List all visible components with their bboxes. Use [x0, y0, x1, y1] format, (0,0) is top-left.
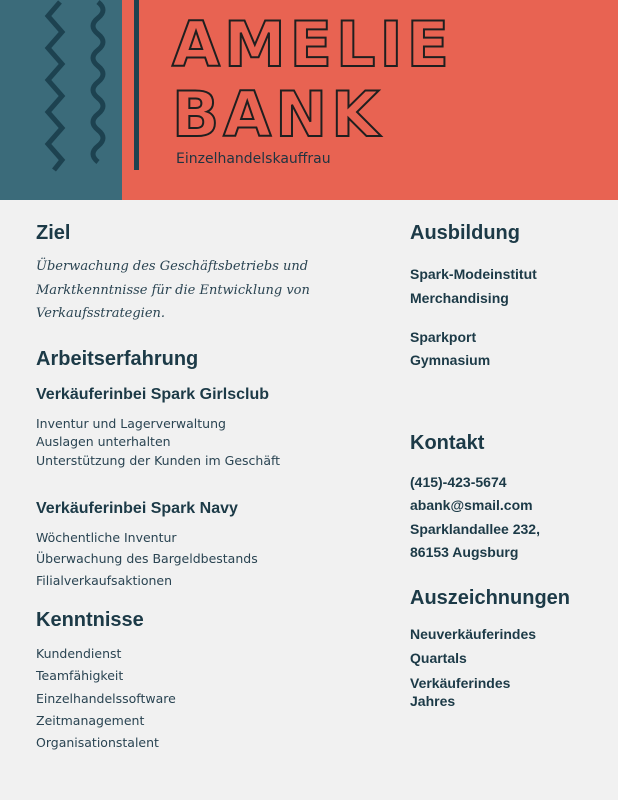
job-title-1: Verkäuferinbei Spark Girlsclub [36, 386, 269, 403]
auszeichnungen-heading: Auszeichnungen [410, 587, 571, 609]
phone-number: (415)-423-5674 [410, 474, 507, 490]
award-line: Neuverkäuferindes [410, 626, 537, 642]
ziel-heading: Ziel [36, 222, 71, 244]
award-line: Jahres [410, 693, 456, 709]
skill-item: Zeitmanagement [36, 713, 145, 728]
ziel-line: Überwachung des Geschäftsbetriebs und [36, 259, 309, 274]
header-divider [134, 0, 139, 170]
job-title: Einzelhandelskauffrau [176, 151, 331, 167]
job-item: Wöchentliche Inventur [36, 530, 177, 545]
award-line: Verkäuferindes [410, 675, 511, 691]
ziel-line: Marktkenntnisse für die Entwicklung von [36, 283, 310, 298]
city-address: 86153 Augsburg [410, 544, 519, 560]
email-address: abank@smail.com [410, 497, 533, 513]
job-item: Filialverkaufsaktionen [36, 573, 173, 588]
skill-item: Einzelhandelssoftware [36, 691, 176, 706]
kenntnisse-heading: Kenntnisse [36, 609, 144, 631]
job-item: Überwachung des Bargeldbestands [36, 551, 258, 566]
kontakt-heading: Kontakt [410, 432, 485, 454]
job-title-2: Verkäuferinbei Spark Navy [36, 500, 238, 517]
skill-item: Kundendienst [36, 646, 122, 661]
header-banner [0, 0, 618, 200]
ziel-line: Verkaufsstrategien. [36, 306, 166, 321]
ausbildung-line: Merchandising [410, 290, 509, 306]
zigzag-decoration-icon [0, 0, 122, 200]
skill-item: Organisationstalent [36, 735, 159, 750]
job-item: Unterstützung der Kunden im Geschäft [36, 453, 281, 468]
job-item: Auslagen unterhalten [36, 434, 171, 449]
ausbildung-line: Sparkport [410, 329, 477, 345]
ausbildung-line: Spark-Modeinstitut [410, 266, 537, 282]
last-name: BANK [172, 78, 384, 151]
arbeitserfahrung-heading: Arbeitserfahrung [36, 348, 199, 370]
ausbildung-heading: Ausbildung [410, 222, 520, 244]
job-item: Inventur und Lagerverwaltung [36, 416, 226, 431]
ausbildung-line: Gymnasium [410, 352, 491, 368]
street-address: Sparklandallee 232, [410, 521, 540, 537]
skill-item: Teamfähigkeit [36, 668, 124, 683]
award-line: Quartals [410, 650, 467, 666]
first-name: AMELIE [172, 8, 453, 81]
